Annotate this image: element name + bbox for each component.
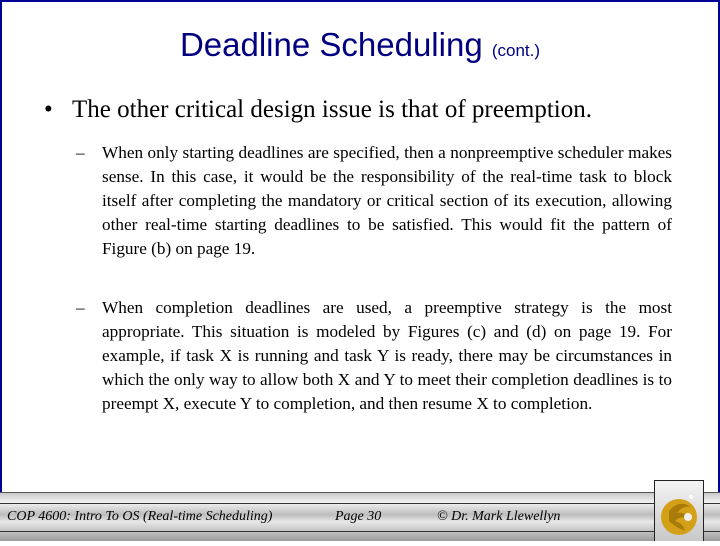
bullet-icon: • <box>44 96 53 123</box>
slide-title <box>0 26 720 64</box>
logo-box <box>654 480 704 541</box>
pegasus-logo-icon <box>655 481 703 541</box>
dash-icon: – <box>76 298 85 317</box>
bullet-text: The other critical design issue is that of preemption. <box>72 96 592 123</box>
footer-divider <box>0 531 720 532</box>
sub-bullet-text: When completion deadlines are used, a preemptive strategy is the most appropriate. This situation is modeled by Figures (c) and (d) on page 19. For example, if task X is running and task Y is ready, there may be circumstances in which the only way to allow both X and Y to meet their completion deadlines is to preempt X, execute Y to completion, and then resume X to completion. <box>102 298 672 413</box>
footer-divider <box>0 503 720 504</box>
dash-icon: – <box>76 143 85 162</box>
title-text: Deadline Scheduling <box>179 26 483 63</box>
sub-bullet-2 <box>76 296 672 416</box>
footer-author: © Dr. Mark Llewellyn <box>437 509 561 524</box>
footer-bar <box>0 492 720 541</box>
title-suffix: (cont.) <box>491 41 541 60</box>
sub-bullet-1 <box>76 141 672 261</box>
sub-bullet-text: When only starting deadlines are specified, then a nonpreemptive scheduler makes sense. In this case, it would be the responsibility of the real-time task to block itself after completing the mandatory or critical section of its execution, allowing other real-time starting deadlines to be satisfied. This would fit the pattern of Figure (b) on page 19. <box>102 143 672 258</box>
footer-course: COP 4600: Intro To OS (Real-time Scheduling) <box>7 509 273 524</box>
footer-page: Page 30 <box>335 509 382 524</box>
main-bullet <box>44 96 592 124</box>
